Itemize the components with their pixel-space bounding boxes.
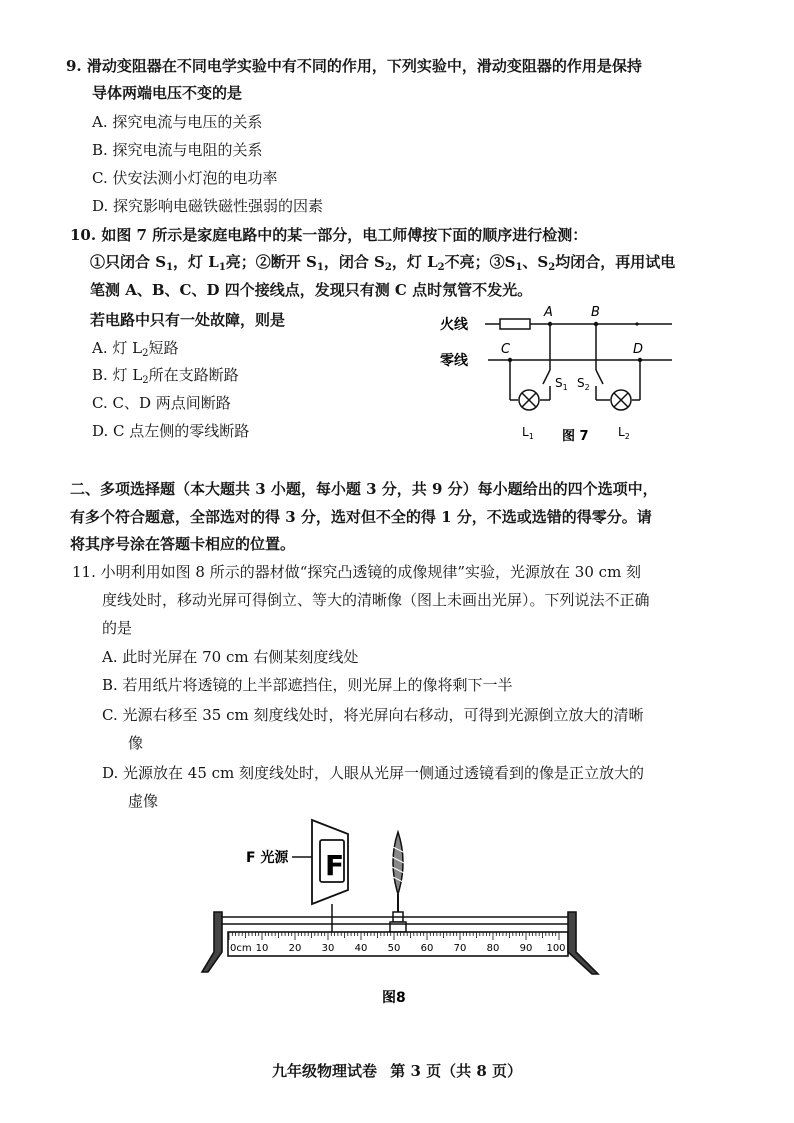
q11-option-c-line2: 像 bbox=[128, 734, 144, 752]
point-c-label: C bbox=[501, 342, 511, 357]
q11-option-a: A. 此时光屏在 70 cm 右侧某刻度线处 bbox=[102, 648, 359, 666]
page-footer bbox=[0, 1060, 794, 1081]
q9-stem-line2: 导体两端电压不变的是 bbox=[92, 84, 243, 102]
q11-option-c-line1: C. 光源右移至 35 cm 刻度线处时，将光屏向右移动，可得到光源倒立放大的清晰 bbox=[102, 706, 644, 724]
q11-option-d-line1: D. 光源放在 45 cm 刻度线处时，人眼从光屏一侧通过透镜看到的像是正立放大的 bbox=[102, 764, 645, 782]
convex-lens-icon bbox=[393, 832, 403, 894]
q9-stem-line1: 9. 滑动变阻器在不同电学实验中有不同的作用，下列实验中，滑动变阻器的作用是保持 bbox=[66, 57, 642, 75]
light-source-label: F 光源 bbox=[246, 850, 289, 866]
q9-option-c: C. 伏安法测小灯泡的电功率 bbox=[92, 169, 278, 187]
q10-stem-line2: ①只闭合 $S_1$，灯 $L_1$亮；②断开 $S_1$，闭合 $S_2$，灯 $L_2$不亮；$③S_1$、$S_2$均闭合，再用试电 bbox=[90, 253, 676, 273]
figure-8-optical-bench bbox=[200, 812, 610, 1012]
q10-option-d: D. C 点左侧的零线断路 bbox=[92, 422, 250, 440]
point-a-label: A bbox=[544, 305, 553, 320]
figure-8-caption: 图8 bbox=[382, 990, 406, 1006]
q10-stem-line1: 10. 如图 7 所示是家庭电路中的某一部分，电工师傅按下面的顺序进行检测： bbox=[70, 226, 588, 244]
switch-1-label: $S_1$ bbox=[555, 376, 568, 392]
q10-option-a: A. 灯 $L_2$短路 bbox=[92, 339, 179, 359]
q9-option-b: B. 探究电流与电阻的关系 bbox=[92, 141, 263, 159]
light-source-letter: F bbox=[325, 849, 345, 882]
q10-stem-line3: 笔测 A、B、C、D 四个接线点，发现只有测 C 点时氖管不发光。 bbox=[90, 281, 533, 299]
scale-unit-label: 0cm bbox=[230, 943, 252, 954]
footer-subject: 九年级物理试卷 bbox=[271, 1062, 377, 1080]
section2-line1: 二、多项选择题（本大题共 3 小题，每小题 3 分，共 9 分）每小题给出的四个选项中， bbox=[70, 480, 658, 498]
q10-option-c: C. C、D 两点间断路 bbox=[92, 394, 231, 412]
scale-tick-80: 80 bbox=[486, 943, 500, 954]
figure-7-circuit bbox=[440, 300, 680, 450]
q11-option-b: B. 若用纸片将透镜的上半部遮挡住，则光屏上的像将剩下一半 bbox=[102, 676, 513, 694]
lamp-1-label: $L_1$ bbox=[522, 425, 534, 441]
q11-option-d-line2: 虚像 bbox=[128, 792, 159, 810]
section2-line3: 将其序号涂在答题卡相应的位置。 bbox=[70, 535, 296, 553]
scale-tick-40: 40 bbox=[354, 943, 368, 954]
scale-tick-50: 50 bbox=[387, 943, 401, 954]
figure-7-caption: 图 7 bbox=[562, 429, 589, 444]
section2-line2: 有多个符合题意，全部选对的得 3 分，选对但不全的得 1 分，不选或选错的得零分。请 bbox=[70, 508, 652, 526]
scale-tick-30: 30 bbox=[321, 943, 335, 954]
scale-tick-10: 10 bbox=[255, 943, 269, 954]
q9-option-a: A. 探究电流与电压的关系 bbox=[92, 113, 263, 131]
q11-stem-line2: 度线处时，移动光屏可得倒立、等大的清晰像（图上未画出光屏）。下列说法不正确 bbox=[102, 591, 650, 609]
q10-stem-line4: 若电路中只有一处故障，则是 bbox=[90, 311, 286, 329]
scale-tick-60: 60 bbox=[420, 943, 434, 954]
live-wire-label: 火线 bbox=[440, 317, 468, 333]
scale-tick-20: 20 bbox=[288, 943, 302, 954]
q10-option-b: B. 灯 $L_2$所在支路断路 bbox=[92, 366, 239, 386]
q11-stem-line3: 的是 bbox=[102, 619, 133, 637]
point-b-label: B bbox=[591, 305, 600, 320]
neutral-wire-label: 零线 bbox=[440, 353, 468, 369]
footer-page-number: 第 3 页（共 8 页） bbox=[390, 1062, 522, 1080]
q11-stem-line1: 11. 小明利用如图 8 所示的器材做“探究凸透镜的成像规律”实验，光源放在 30 cm 刻 bbox=[72, 563, 642, 581]
scale-tick-100: 100 bbox=[546, 943, 566, 954]
switch-2-label: $S_2$ bbox=[577, 376, 590, 392]
lamp-2-label: $L_2$ bbox=[618, 425, 630, 441]
q9-option-d: D. 探究影响电磁铁磁性强弱的因素 bbox=[92, 197, 324, 215]
scale-tick-90: 90 bbox=[519, 943, 533, 954]
point-d-label: D bbox=[633, 342, 644, 357]
scale-tick-70: 70 bbox=[453, 943, 467, 954]
